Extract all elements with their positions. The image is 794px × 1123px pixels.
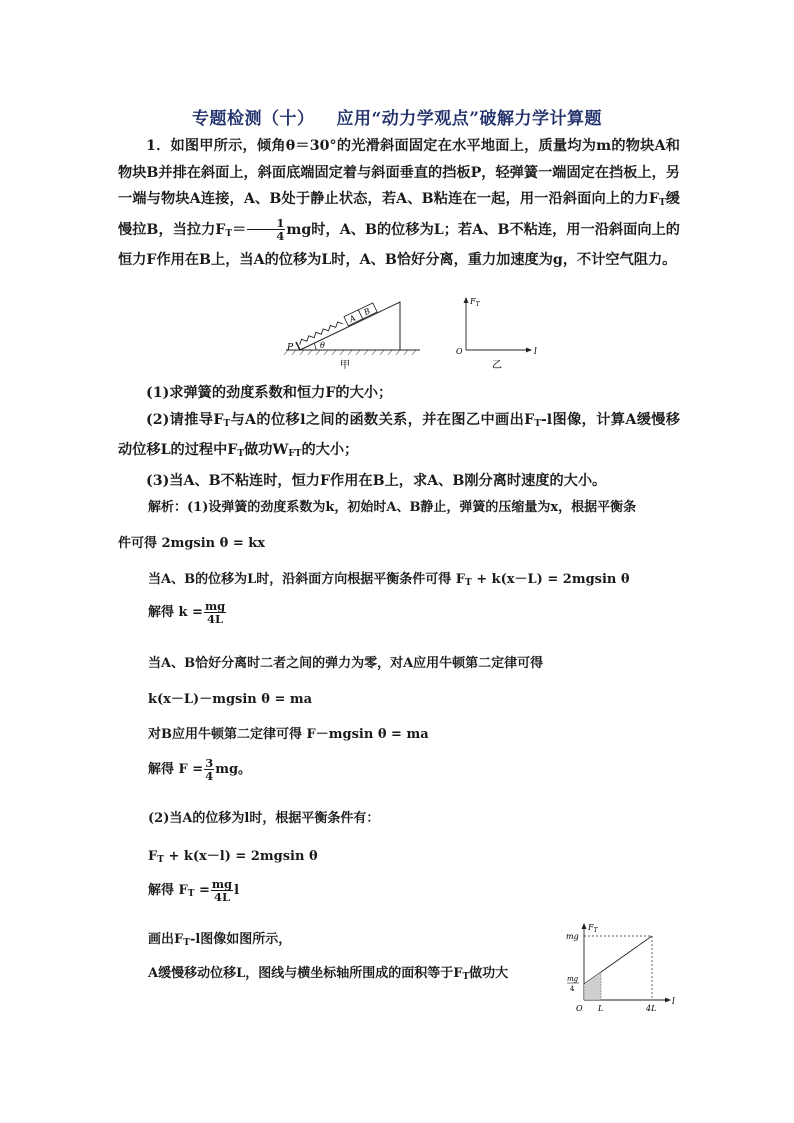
axis-l-label: l bbox=[534, 347, 537, 357]
tick-L-label: L bbox=[598, 1004, 604, 1013]
graph-origin-label: O bbox=[576, 1004, 583, 1013]
solution-line-3: 当A、B的位移为L时，沿斜面方向根据平衡条件可得 $F_T + k(x-L) = 2mgsin$ θ bbox=[148, 572, 630, 588]
solution-line-6: k(x－L)－mgsin θ = ma bbox=[148, 692, 313, 707]
questions bbox=[118, 380, 680, 494]
solution-line-13: A缓慢移动位移L，图线与横坐标轴所围成的面积等于$F_T$做功大 bbox=[148, 966, 509, 982]
figure-FT-l-graph bbox=[562, 920, 680, 1016]
solution-line-1: 解析：(1)设弹簧的劲度系数为k，初始时A、B静止，弹簧的压缩量为x，根据平衡条 bbox=[148, 500, 637, 515]
problem-paragraph: 1．如图甲所示，倾角θ＝30°的光滑斜面固定在水平地面上，质量均为m的物块A和物块B并排在斜面上，斜面底端固定着与斜面垂直的挡板P，轻弹簧一端固定在挡板上，另一端与物块A连接，A、B处于静止状态，若A、B粘连在一起，用一沿斜面向上的力$F_T$缓慢拉B，当拉力$F_T=$ $\frac{1}{4}$ mg时，A、B的位移为L；若A、B不粘连，用一沿斜面向上的恒力F作用在B上，当A的位移为L时，A、B恰好分离，重力加速度为g，不计空气阻力。 bbox=[118, 138, 680, 268]
axis-FT-label: $F_T$ bbox=[470, 297, 480, 308]
fraction-three-quarter: $\frac{3}{4}$ bbox=[205, 756, 214, 783]
origin-label: O bbox=[456, 347, 463, 356]
solution-line-4: 解得 k = $\frac{mg}{4L}$ bbox=[148, 599, 226, 626]
title-right: 应用“动力学观点”破解力学计算题 bbox=[336, 109, 603, 129]
solution-line-2: 件可得 2mgsin θ = kx bbox=[118, 536, 266, 551]
plate-P-label: P bbox=[287, 343, 294, 353]
block-A-label: A bbox=[347, 313, 358, 325]
fraction-mg-4L: $\frac{mg}{4L}$ bbox=[204, 599, 226, 626]
solution-line-9: (2)当A的位移为l时，根据平衡条件有： bbox=[148, 811, 380, 826]
tick-mg-label: mg bbox=[566, 932, 579, 941]
solution-line-12: 画出$F_T-l$图像如图所示， bbox=[148, 932, 292, 948]
solution-line-5: 当A、B恰好分离时二者之间的弹力为零，对A应用牛顿第二定律可得 bbox=[148, 656, 544, 671]
caption-yi: 乙 bbox=[492, 360, 502, 371]
question-3: (3)当A、B不粘连时，恒力F作用在B上，求A、B刚分离时速度的大小。 bbox=[146, 472, 607, 489]
graph-axis-FT-label: $F_T$ bbox=[588, 923, 598, 934]
block-B-label: B bbox=[362, 306, 372, 318]
solution-line-11: 解得 $F_T$ = $\frac{mg}{4L}$ l bbox=[148, 877, 240, 904]
tick-mg4-den: 4 bbox=[570, 985, 575, 993]
solution-line-7: 对B应用牛顿第二定律可得 F－mgsin θ = ma bbox=[148, 727, 429, 742]
caption-jia: 甲 bbox=[340, 360, 350, 371]
title-left: 专题检测（十） bbox=[191, 109, 315, 129]
tick-4L-label: 4L bbox=[646, 1004, 657, 1013]
graph-axis-l-label: l bbox=[672, 997, 675, 1007]
solution-line-10: $F_T + k(x-l) = 2mgsin$ θ bbox=[148, 849, 318, 865]
problem-statement bbox=[118, 133, 680, 274]
tick-mg4-num: mg bbox=[567, 975, 579, 983]
question-1: (1)求弹簧的劲度系数和恒力F的大小； bbox=[146, 385, 393, 401]
theta-label: θ bbox=[320, 341, 325, 350]
solution-line-8: 解得 F = $\frac{3}{4}$ mg。 bbox=[148, 756, 252, 783]
page-title bbox=[0, 104, 794, 129]
question-2: (2)请推导$F_T$与A的位移l之间的函数关系，并在图乙中画出$F_T-l$图像，计算A缓慢移动位移L的过程中$F_T$做功$W_{FT}$的大小； bbox=[118, 411, 680, 459]
figure-empty-axes bbox=[452, 292, 552, 372]
fraction-quarter: $\frac{1}{4}$ bbox=[247, 217, 285, 242]
fraction-mg-4L-2: $\frac{mg}{4L}$ bbox=[211, 877, 233, 904]
figure-incline bbox=[282, 298, 424, 372]
